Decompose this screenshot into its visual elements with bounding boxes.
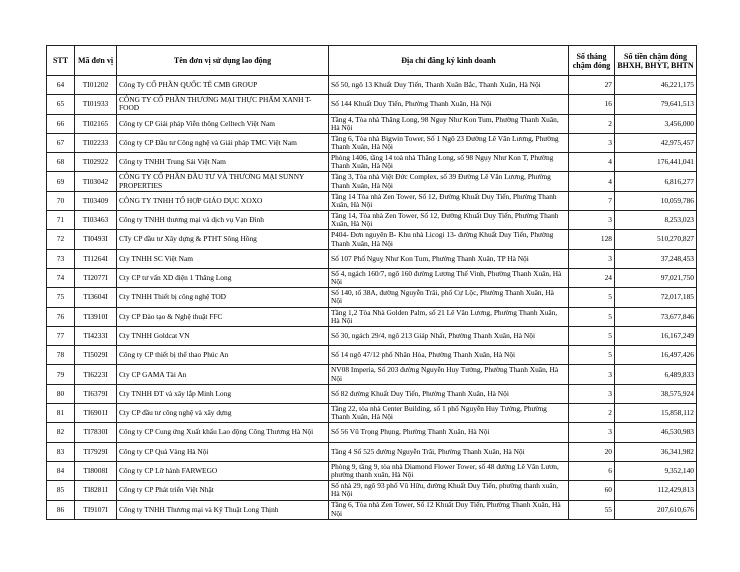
cell-name: Công ty CP Đầu tư Công nghệ và Giải pháp TMC Việt Nam — [117, 133, 329, 152]
header-name: Tên đơn vị sử dụng lao động — [117, 46, 329, 76]
cell-stt: 83 — [47, 442, 75, 461]
cell-amount: 112,429,813 — [615, 481, 697, 500]
cell-name: CTy CP đầu tư Xây dựng & PTHT Sông Hồng — [117, 230, 329, 249]
table-row — [47, 365, 697, 384]
table-body — [47, 76, 697, 520]
cell-stt: 76 — [47, 307, 75, 326]
cell-address: P404- Đơn nguyên B- Khu nhà Licogi 13- đường Khuất Duy Tiến, Phường Thanh Xuân, Hà Nội — [329, 230, 569, 249]
cell-code: TI01933 — [75, 95, 117, 114]
cell-months: 128 — [569, 230, 615, 249]
table-row — [47, 404, 697, 423]
cell-months: 3 — [569, 249, 615, 268]
cell-stt: 80 — [47, 384, 75, 403]
cell-name: Cty CP tư vấn XD điện 1 Thăng Long — [117, 268, 329, 287]
cell-amount: 8,253,023 — [615, 211, 697, 230]
cell-months: 3 — [569, 365, 615, 384]
cell-code: TI6379I — [75, 384, 117, 403]
cell-name: Công ty CP Cung ứng Xuất khẩu Lao động Công Thương Hà Nội — [117, 423, 329, 442]
cell-code: TI5029I — [75, 346, 117, 365]
cell-name: Công ty CP Quà Vàng Hà Nội — [117, 442, 329, 461]
cell-months: 7 — [569, 191, 615, 210]
cell-name: Công ty CP thiết bị thể thao Phúc An — [117, 346, 329, 365]
header-stt: STT — [47, 46, 75, 76]
cell-stt: 68 — [47, 153, 75, 172]
cell-name: Cty TNHH ĐT và xây lắp Minh Long — [117, 384, 329, 403]
table-row — [47, 423, 697, 442]
cell-months: 3 — [569, 133, 615, 152]
cell-code: TI03463 — [75, 211, 117, 230]
cell-months: 5 — [569, 288, 615, 307]
cell-address: Số 107 Phố Nguỵ Như Kon Tum, Phường Thanh Xuân, TP Hà Nội — [329, 249, 569, 268]
table-row — [47, 191, 697, 210]
cell-months: 3 — [569, 211, 615, 230]
cell-amount: 10,059,786 — [615, 191, 697, 210]
cell-code: TI6223I — [75, 365, 117, 384]
cell-stt: 71 — [47, 211, 75, 230]
cell-amount: 176,441,041 — [615, 153, 697, 172]
table-row — [47, 288, 697, 307]
cell-name: Công ty TNHH Thương mại và Kỹ Thuật Long Thịnh — [117, 500, 329, 519]
cell-code: TI03042 — [75, 172, 117, 191]
cell-amount: 36,341,982 — [615, 442, 697, 461]
cell-code: TI8281I — [75, 481, 117, 500]
cell-months: 5 — [569, 326, 615, 345]
cell-amount: 37,248,453 — [615, 249, 697, 268]
table-row — [47, 442, 697, 461]
cell-months: 5 — [569, 307, 615, 326]
cell-address: Tầng 6, Tòa nhà Bigwin Tower, Số 1 Ngõ 23 Đường Lê Văn Lương, Phường Thanh Xuân, Hà Nội — [329, 133, 569, 152]
cell-amount: 79,641,513 — [615, 95, 697, 114]
cell-address: Tầng 1,2 Tòa Nhà Golden Palm, số 21 Lê Văn Lương, Phường Thanh Xuân, Hà Nội — [329, 307, 569, 326]
cell-code: TI2077I — [75, 268, 117, 287]
cell-stt: 74 — [47, 268, 75, 287]
cell-months: 4 — [569, 172, 615, 191]
cell-stt: 72 — [47, 230, 75, 249]
cell-stt: 66 — [47, 114, 75, 133]
cell-stt: 73 — [47, 249, 75, 268]
table-row — [47, 249, 697, 268]
cell-code: TI02922 — [75, 153, 117, 172]
cell-code: TI02233 — [75, 133, 117, 152]
cell-months: 2 — [569, 114, 615, 133]
cell-address: Số 56 Vũ Trọng Phụng, Phường Thanh Xuân, Hà Nội — [329, 423, 569, 442]
table-row — [47, 153, 697, 172]
cell-address: Tầng 14 Tòa nhà Zen Tower, Số 12, Đường Khuất Duy Tiến, Phường Thanh Xuân, Hà Nội — [329, 191, 569, 210]
cell-code: TI0493I — [75, 230, 117, 249]
cell-address: Số 50, ngõ 13 Khuất Duy Tiến, Thanh Xuân Bắc, Thanh Xuân, Hà Nội — [329, 76, 569, 95]
table-row — [47, 95, 697, 114]
cell-name: Công Ty CỔ PHẦN QUỐC TẾ CMB GROUP — [117, 76, 329, 95]
cell-stt: 84 — [47, 461, 75, 480]
cell-address: Số 30, ngách 29/4, ngõ 213 Giáp Nhất, Phường Thanh Xuân, Hà Nội — [329, 326, 569, 345]
cell-amount: 73,677,846 — [615, 307, 697, 326]
cell-address: Số 4, ngách 160/7, ngõ 160 đường Lương Thế Vinh, Phường Thanh Xuân, Hà Nội — [329, 268, 569, 287]
cell-stt: 81 — [47, 404, 75, 423]
table-row — [47, 268, 697, 287]
header-amount: Số tiền chậm đóng BHXH, BHYT, BHTN — [615, 46, 697, 76]
cell-code: TI1264I — [75, 249, 117, 268]
cell-name: Công ty CP Lữ hành FARWEGO — [117, 461, 329, 480]
cell-months: 16 — [569, 95, 615, 114]
table-row — [47, 230, 697, 249]
cell-amount: 207,610,676 — [615, 500, 697, 519]
cell-name: Công ty TNHH Trung Sải Việt Nam — [117, 153, 329, 172]
cell-amount: 510,270,827 — [615, 230, 697, 249]
cell-amount: 16,497,426 — [615, 346, 697, 365]
cell-stt: 69 — [47, 172, 75, 191]
table-row — [47, 461, 697, 480]
cell-name: Công ty CP Phát triển Việt Nhật — [117, 481, 329, 500]
cell-amount: 46,221,175 — [615, 76, 697, 95]
table-row — [47, 133, 697, 152]
cell-amount: 72,017,185 — [615, 288, 697, 307]
cell-code: TI8008I — [75, 461, 117, 480]
cell-stt: 70 — [47, 191, 75, 210]
cell-code: TI02165 — [75, 114, 117, 133]
cell-name: Cty CP Đào tạo & Nghệ thuật FFC — [117, 307, 329, 326]
debt-table — [46, 45, 697, 520]
cell-amount: 6,489,833 — [615, 365, 697, 384]
table-row — [47, 481, 697, 500]
cell-months: 4 — [569, 153, 615, 172]
cell-code: TI6901I — [75, 404, 117, 423]
cell-name: Công ty CP Giải pháp Viễn thông Celltech Việt Nam — [117, 114, 329, 133]
cell-address: Số nhà 29, ngõ 93 phố Vũ Hữu, đường Khuất Duy Tiến, phường thanh xuân, Hà Nội — [329, 481, 569, 500]
cell-stt: 86 — [47, 500, 75, 519]
table-row — [47, 211, 697, 230]
cell-code: TI7830I — [75, 423, 117, 442]
cell-address: Phòng 9, tầng 9, tòa nhà Diamond Flower Tower, số 48 đường Lê Văn Lươn, phường thanh xuân, Hà Nội — [329, 461, 569, 480]
cell-address: Số 14 ngõ 47/12 phố Nhân Hòa, Phường Thanh Xuân, Hà Nội — [329, 346, 569, 365]
table-row — [47, 500, 697, 519]
cell-stt: 67 — [47, 133, 75, 152]
table-row — [47, 114, 697, 133]
header-months: Số tháng chậm đóng — [569, 46, 615, 76]
cell-stt: 82 — [47, 423, 75, 442]
table-row — [47, 307, 697, 326]
cell-months: 20 — [569, 442, 615, 461]
cell-name: CÔNG TY CỔ PHẦN ĐẦU TƯ VÀ THƯƠNG MẠI SUNNY PROPERTIES — [117, 172, 329, 191]
cell-months: 27 — [569, 76, 615, 95]
cell-address: Tầng 4, Tòa nhà Thăng Long, 98 Nguy Như Kon Tum, Phường Thanh Xuân, Hà Nội — [329, 114, 569, 133]
cell-amount: 42,975,457 — [615, 133, 697, 152]
cell-stt: 75 — [47, 288, 75, 307]
cell-stt: 65 — [47, 95, 75, 114]
table-row — [47, 172, 697, 191]
cell-amount: 9,352,140 — [615, 461, 697, 480]
cell-name: CÔNG TY CỔ PHẦN THƯƠNG MẠI THỰC PHẨM XANH T-FOOD — [117, 95, 329, 114]
cell-address: Số 144 Khuất Duy Tiến, Phường Thanh Xuân, Hà Nội — [329, 95, 569, 114]
cell-months: 3 — [569, 384, 615, 403]
cell-code: TI3604I — [75, 288, 117, 307]
cell-stt: 77 — [47, 326, 75, 345]
cell-code: TI4233I — [75, 326, 117, 345]
cell-address: Số 140, tổ 38A, đường Nguyễn Trãi, phố Cự Lộc, Phường Thanh Xuân, Hà Nội — [329, 288, 569, 307]
cell-address: Tầng 4 Số 525 đường Nguyễn Trãi, Phường Thanh Xuân, Hà Nội — [329, 442, 569, 461]
cell-address: Tầng 22, tòa nhà Center Building, số 1 phố Nguyễn Huy Tưởng, Phường Thanh Xuân, Hà Nội — [329, 404, 569, 423]
cell-months: 3 — [569, 423, 615, 442]
cell-amount: 16,167,249 — [615, 326, 697, 345]
cell-amount: 97,021,750 — [615, 268, 697, 287]
cell-amount: 38,575,924 — [615, 384, 697, 403]
cell-address: Số 82 đường Khuất Duy Tiến, Phường Thanh Xuân, Hà Nội — [329, 384, 569, 403]
cell-stt: 78 — [47, 346, 75, 365]
cell-amount: 15,858,112 — [615, 404, 697, 423]
cell-months: 6 — [569, 461, 615, 480]
table-row — [47, 76, 697, 95]
table-row — [47, 326, 697, 345]
cell-stt: 64 — [47, 76, 75, 95]
cell-code: TI7929I — [75, 442, 117, 461]
cell-address: NV08 Imperia, Số 203 đường Nguyễn Huy Tưởng, Phường Thanh Xuân, Hà Nội — [329, 365, 569, 384]
cell-name: Cty TNHH Thiết bị công nghệ TOD — [117, 288, 329, 307]
cell-months: 60 — [569, 481, 615, 500]
table-row — [47, 384, 697, 403]
cell-months: 24 — [569, 268, 615, 287]
cell-stt: 85 — [47, 481, 75, 500]
cell-months: 2 — [569, 404, 615, 423]
cell-address: Tầng 14, Tòa nhà Zen Tower, Số 12, Đường Khuất Duy Tiến, Phường Thanh Xuân, Hà Nội — [329, 211, 569, 230]
cell-name: Cty CP đầu tư công nghệ và xây dựng — [117, 404, 329, 423]
cell-name: CÔNG TY TNHH TỔ HỢP GIÁO DỤC XOXO — [117, 191, 329, 210]
cell-name: Công ty TNHH thương mại và dịch vụ Vạn Đình — [117, 211, 329, 230]
cell-name: Cty CP GAMA Tài An — [117, 365, 329, 384]
cell-amount: 6,816,277 — [615, 172, 697, 191]
table-header-row — [47, 46, 697, 76]
header-address: Địa chỉ đăng ký kinh doanh — [329, 46, 569, 76]
header-code: Mã đơn vị — [75, 46, 117, 76]
cell-name: Cty TNHH SC Việt Nam — [117, 249, 329, 268]
cell-code: TI03409 — [75, 191, 117, 210]
cell-months: 5 — [569, 346, 615, 365]
cell-months: 55 — [569, 500, 615, 519]
table-row — [47, 346, 697, 365]
cell-amount: 3,456,000 — [615, 114, 697, 133]
cell-address: Phòng 1406, tầng 14 toà nhà Thăng Long, số 98 Ngụy Như Kon T, Phường Thanh Xuân, Hà Nội — [329, 153, 569, 172]
cell-code: TI01202 — [75, 76, 117, 95]
cell-address: Tầng 3, Tòa nhà Việt Đức Complex, số 39 Đường Lê Văn Lương, Phường Thanh Xuân, Hà Nội — [329, 172, 569, 191]
cell-code: TI9107I — [75, 500, 117, 519]
cell-name: Cty TNHH Goldcat VN — [117, 326, 329, 345]
cell-amount: 46,530,983 — [615, 423, 697, 442]
cell-address: Tầng 6, Tòa nhà Zen Tower, Số 12 Khuất Duy Tiến, Phường Thanh Xuân, Hà Nội — [329, 500, 569, 519]
cell-code: TI3910I — [75, 307, 117, 326]
cell-stt: 79 — [47, 365, 75, 384]
